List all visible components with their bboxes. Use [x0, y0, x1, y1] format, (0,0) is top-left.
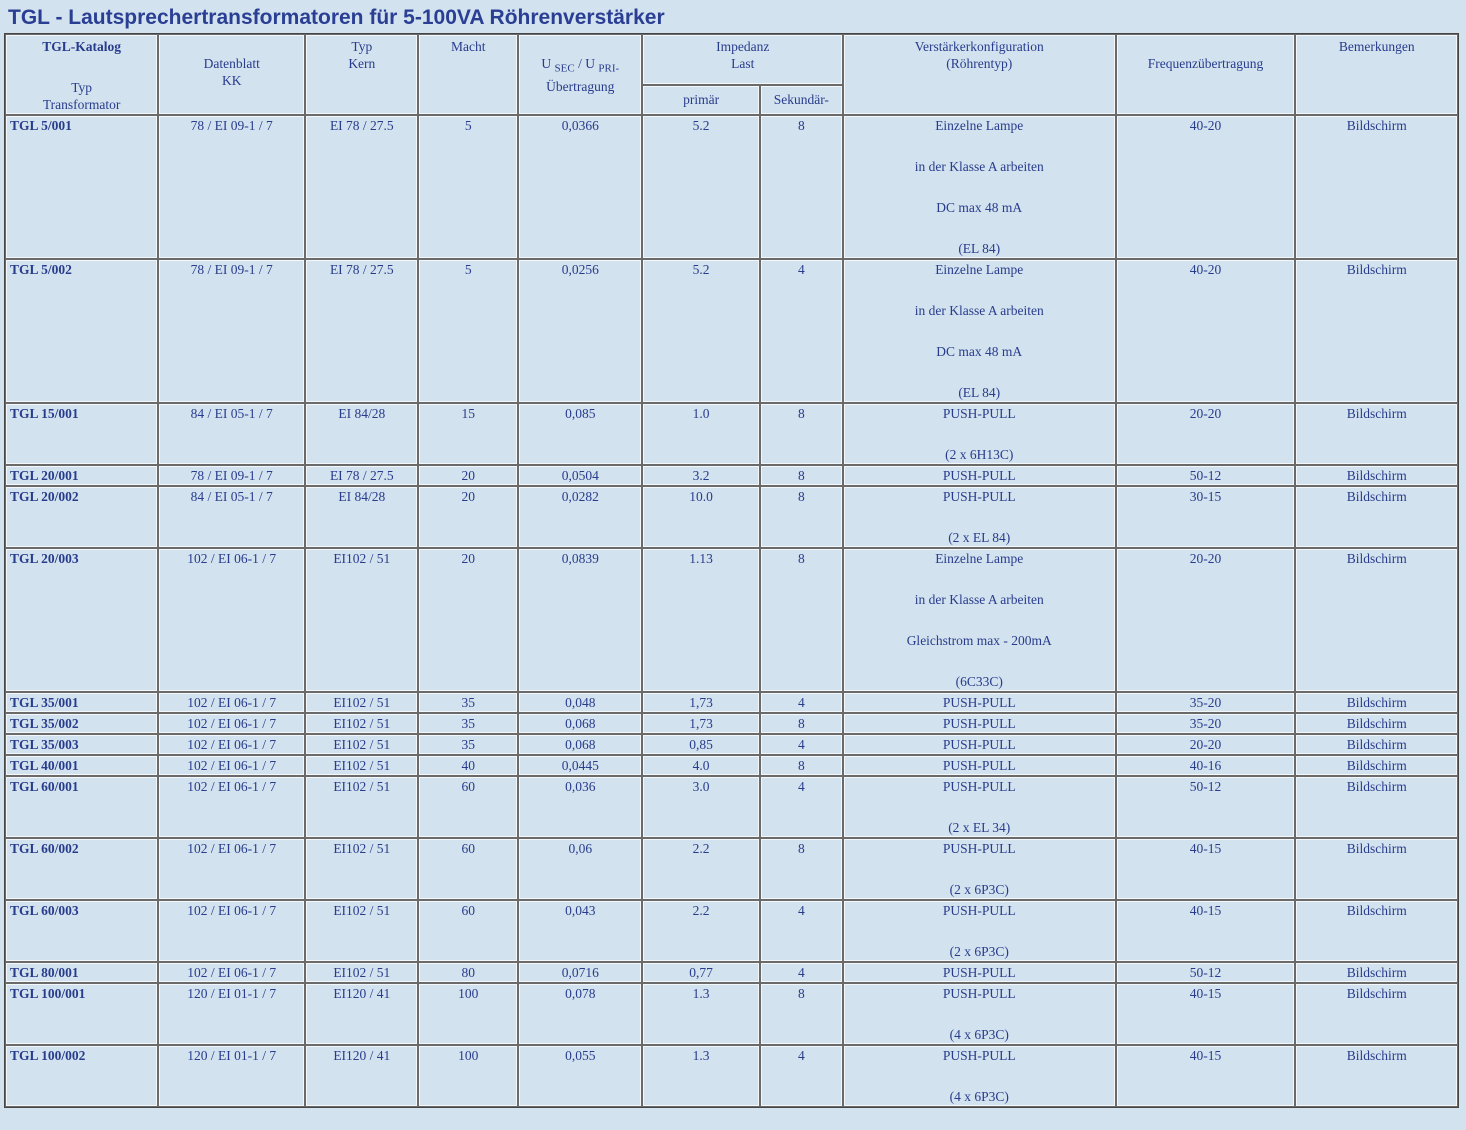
kern-cell: EI 84/28 — [306, 487, 417, 547]
kern-cell: EI120 / 41 — [306, 1046, 417, 1106]
power-cell: 60 — [419, 777, 517, 837]
configuration-cell — [844, 777, 1115, 837]
configuration-line: in der Klasse A arbeiten — [914, 303, 1044, 318]
catalog-cell: TGL 15/001 — [6, 404, 157, 464]
datenblatt-cell: 84 / EI 05-1 / 7 — [159, 404, 304, 464]
ratio-cell: 0,068 — [519, 735, 641, 754]
configuration-line: PUSH-PULL — [942, 758, 1016, 773]
header-konfig-line1: Verstärkerkonfiguration — [914, 39, 1044, 54]
catalog-cell: TGL 35/003 — [6, 735, 157, 754]
configuration-line: PUSH-PULL — [942, 986, 1016, 1001]
remark-cell: Bildschirm — [1296, 487, 1457, 547]
configuration-line: (EL 84) — [958, 385, 1001, 400]
header-ratio-line1: U $_{SEC}$ / U $_{PRI-}$ — [541, 56, 620, 75]
frequency-cell: 35-20 — [1117, 714, 1295, 733]
secondary-impedance-cell: 8 — [761, 756, 842, 775]
primary-impedance-cell: 2.2 — [643, 901, 758, 961]
configuration-line: (4 x 6P3C) — [949, 1027, 1009, 1042]
remark-cell: Bildschirm — [1296, 714, 1457, 733]
power-cell: 5 — [419, 116, 517, 258]
configuration-line: Einzelne Lampe — [935, 118, 1024, 133]
ratio-cell: 0,0716 — [519, 963, 641, 982]
remark-cell: Bildschirm — [1296, 116, 1457, 258]
configuration-line: PUSH-PULL — [942, 779, 1016, 794]
datenblatt-cell: 78 / EI 09-1 / 7 — [159, 466, 304, 485]
primary-impedance-cell: 0,77 — [643, 963, 758, 982]
primary-impedance-cell: 3.0 — [643, 777, 758, 837]
secondary-impedance-cell: 4 — [761, 777, 842, 837]
header-impedanz-line1: Impedanz — [716, 39, 770, 54]
power-cell: 20 — [419, 466, 517, 485]
power-cell: 15 — [419, 404, 517, 464]
configuration-line: (2 x EL 84) — [948, 530, 1011, 545]
header-datenblatt — [159, 35, 304, 114]
datenblatt-cell: 78 / EI 09-1 / 7 — [159, 116, 304, 258]
ratio-cell: 0,0256 — [519, 260, 641, 402]
remark-cell: Bildschirm — [1296, 693, 1457, 712]
page-title: TGL - Lautsprechertransformatoren für 5-100VA Röhrenverstärker — [8, 6, 665, 29]
header-bemerkungen: Bemerkungen — [1296, 35, 1457, 114]
configuration-line: PUSH-PULL — [942, 468, 1016, 483]
table-row — [6, 735, 1457, 754]
secondary-impedance-cell: 8 — [761, 714, 842, 733]
power-cell: 35 — [419, 693, 517, 712]
primary-impedance-cell: 1.0 — [643, 404, 758, 464]
header-impedanz — [643, 35, 841, 84]
kern-cell: EI102 / 51 — [306, 901, 417, 961]
configuration-line: in der Klasse A arbeiten — [914, 592, 1044, 607]
remark-cell: Bildschirm — [1296, 260, 1457, 402]
configuration-cell — [844, 549, 1115, 691]
configuration-line: (4 x 6P3C) — [949, 1089, 1009, 1104]
table-body — [6, 116, 1457, 1106]
datenblatt-cell: 78 / EI 09-1 / 7 — [159, 260, 304, 402]
kern-cell: EI102 / 51 — [306, 693, 417, 712]
datenblatt-cell: 102 / EI 06-1 / 7 — [159, 963, 304, 982]
configuration-line: DC max 48 mA — [936, 200, 1023, 215]
catalog-cell: TGL 5/002 — [6, 260, 157, 402]
secondary-impedance-cell: 8 — [761, 466, 842, 485]
power-cell: 5 — [419, 260, 517, 402]
frequency-cell: 30-15 — [1117, 487, 1295, 547]
ratio-cell: 0,0366 — [519, 116, 641, 258]
datenblatt-cell: 120 / EI 01-1 / 7 — [159, 984, 304, 1044]
primary-impedance-cell: 0,85 — [643, 735, 758, 754]
configuration-line: PUSH-PULL — [942, 489, 1016, 504]
secondary-impedance-cell: 4 — [761, 1046, 842, 1106]
frequency-cell: 35-20 — [1117, 693, 1295, 712]
configuration-cell — [844, 693, 1115, 712]
frequency-cell: 50-12 — [1117, 777, 1295, 837]
ratio-cell: 0,036 — [519, 777, 641, 837]
ratio-cell: 0,078 — [519, 984, 641, 1044]
datenblatt-cell: 102 / EI 06-1 / 7 — [159, 901, 304, 961]
catalog-cell: TGL 5/001 — [6, 116, 157, 258]
kern-cell: EI 78 / 27.5 — [306, 466, 417, 485]
configuration-line: PUSH-PULL — [942, 737, 1016, 752]
power-cell: 60 — [419, 901, 517, 961]
header-katalog-title: TGL-Katalog — [42, 39, 121, 54]
header-ratio-line2: Übertragung — [546, 78, 615, 94]
catalog-cell: TGL 35/001 — [6, 693, 157, 712]
configuration-line: (2 x 6P3C) — [949, 944, 1009, 959]
secondary-impedance-cell: 4 — [761, 735, 842, 754]
datenblatt-cell: 102 / EI 06-1 / 7 — [159, 714, 304, 733]
catalog-cell: TGL 20/003 — [6, 549, 157, 691]
ratio-cell: 0,0504 — [519, 466, 641, 485]
remark-cell: Bildschirm — [1296, 839, 1457, 899]
secondary-impedance-cell: 4 — [761, 260, 842, 402]
configuration-line: (EL 84) — [958, 241, 1001, 256]
configuration-line: Einzelne Lampe — [935, 551, 1024, 566]
configuration-line: (2 x EL 34) — [948, 820, 1011, 835]
primary-impedance-cell: 2.2 — [643, 839, 758, 899]
primary-impedance-cell: 10.0 — [643, 487, 758, 547]
remark-cell: Bildschirm — [1296, 984, 1457, 1044]
frequency-cell: 20-20 — [1117, 735, 1295, 754]
configuration-line: PUSH-PULL — [942, 406, 1016, 421]
ratio-cell: 0,0445 — [519, 756, 641, 775]
configuration-cell — [844, 735, 1115, 754]
kern-cell: EI102 / 51 — [306, 963, 417, 982]
datenblatt-cell: 102 / EI 06-1 / 7 — [159, 735, 304, 754]
catalog-cell: TGL 40/001 — [6, 756, 157, 775]
frequency-cell: 40-15 — [1117, 984, 1295, 1044]
configuration-line: in der Klasse A arbeiten — [914, 159, 1044, 174]
table-row — [6, 984, 1457, 1044]
secondary-impedance-cell: 4 — [761, 693, 842, 712]
remark-cell: Bildschirm — [1296, 756, 1457, 775]
header-impedanz-line2: Last — [731, 56, 755, 71]
frequency-cell: 40-15 — [1117, 1046, 1295, 1106]
power-cell: 100 — [419, 1046, 517, 1106]
kern-cell: EI102 / 51 — [306, 735, 417, 754]
remark-cell: Bildschirm — [1296, 963, 1457, 982]
frequency-cell: 40-15 — [1117, 839, 1295, 899]
header-typ-kern — [306, 35, 417, 114]
catalog-cell: TGL 60/003 — [6, 901, 157, 961]
header-primaer: primär — [643, 86, 758, 114]
table-row — [6, 487, 1457, 547]
ratio-cell: 0,048 — [519, 693, 641, 712]
kern-cell: EI102 / 51 — [306, 756, 417, 775]
table-row — [6, 777, 1457, 837]
header-datenblatt-line1: Datenblatt — [203, 56, 260, 71]
catalog-cell: TGL 35/002 — [6, 714, 157, 733]
configuration-cell — [844, 404, 1115, 464]
table-row — [6, 549, 1457, 691]
table-row — [6, 404, 1457, 464]
power-cell: 35 — [419, 714, 517, 733]
table-row — [6, 693, 1457, 712]
datenblatt-cell: 102 / EI 06-1 / 7 — [159, 777, 304, 837]
table-row — [6, 756, 1457, 775]
power-cell: 40 — [419, 756, 517, 775]
table-row — [6, 901, 1457, 961]
table-row — [6, 116, 1457, 258]
configuration-cell — [844, 984, 1115, 1044]
configuration-line: PUSH-PULL — [942, 841, 1016, 856]
datenblatt-cell: 102 / EI 06-1 / 7 — [159, 693, 304, 712]
kern-cell: EI102 / 51 — [306, 549, 417, 691]
configuration-cell — [844, 839, 1115, 899]
datenblatt-cell: 102 / EI 06-1 / 7 — [159, 549, 304, 691]
ratio-cell: 0,068 — [519, 714, 641, 733]
remark-cell: Bildschirm — [1296, 1046, 1457, 1106]
header-konfig-line2: (Röhrentyp) — [946, 56, 1013, 71]
primary-impedance-cell: 1,73 — [643, 693, 758, 712]
frequency-cell: 20-20 — [1117, 549, 1295, 691]
secondary-impedance-cell: 8 — [761, 116, 842, 258]
table-row — [6, 963, 1457, 982]
header-konfiguration — [844, 35, 1115, 114]
configuration-line: Gleichstrom max - 200mA — [906, 633, 1052, 648]
header-katalog-typ: Typ — [71, 80, 93, 95]
ratio-cell: 0,0282 — [519, 487, 641, 547]
frequency-cell: 40-20 — [1117, 260, 1295, 402]
header-typ-line2: Kern — [348, 56, 376, 71]
datenblatt-cell: 102 / EI 06-1 / 7 — [159, 839, 304, 899]
ratio-cell: 0,0839 — [519, 549, 641, 691]
kern-cell: EI120 / 41 — [306, 984, 417, 1044]
header-sekundaer: Sekundär- — [761, 86, 842, 114]
kern-cell: EI 84/28 — [306, 404, 417, 464]
catalog-cell: TGL 100/002 — [6, 1046, 157, 1106]
catalog-cell: TGL 60/002 — [6, 839, 157, 899]
configuration-line: PUSH-PULL — [942, 1048, 1016, 1063]
frequency-cell: 50-12 — [1117, 963, 1295, 982]
secondary-impedance-cell: 8 — [761, 984, 842, 1044]
table-row — [6, 1046, 1457, 1106]
remark-cell: Bildschirm — [1296, 901, 1457, 961]
configuration-cell — [844, 260, 1115, 402]
remark-cell: Bildschirm — [1296, 549, 1457, 691]
configuration-line: DC max 48 mA — [936, 344, 1023, 359]
frequency-cell: 20-20 — [1117, 404, 1295, 464]
catalog-cell: TGL 80/001 — [6, 963, 157, 982]
remark-cell: Bildschirm — [1296, 466, 1457, 485]
configuration-line: PUSH-PULL — [942, 903, 1016, 918]
configuration-line: PUSH-PULL — [942, 695, 1016, 710]
secondary-impedance-cell: 8 — [761, 404, 842, 464]
primary-impedance-cell: 1.3 — [643, 984, 758, 1044]
transformer-table — [4, 33, 1459, 1108]
remark-cell: Bildschirm — [1296, 777, 1457, 837]
ratio-cell: 0,085 — [519, 404, 641, 464]
primary-impedance-cell: 1,73 — [643, 714, 758, 733]
catalog-cell: TGL 60/001 — [6, 777, 157, 837]
configuration-line: PUSH-PULL — [942, 965, 1016, 980]
secondary-impedance-cell: 8 — [761, 487, 842, 547]
configuration-cell — [844, 756, 1115, 775]
configuration-cell — [844, 714, 1115, 733]
ratio-cell: 0,06 — [519, 839, 641, 899]
power-cell: 80 — [419, 963, 517, 982]
configuration-line: (2 x 6P3C) — [949, 882, 1009, 897]
primary-impedance-cell: 4.0 — [643, 756, 758, 775]
header-katalog-transformator: Transformator — [42, 97, 121, 112]
power-cell: 100 — [419, 984, 517, 1044]
catalog-cell: TGL 100/001 — [6, 984, 157, 1044]
remark-cell: Bildschirm — [1296, 404, 1457, 464]
configuration-line: (2 x 6H13C) — [945, 447, 1014, 462]
remark-cell: Bildschirm — [1296, 735, 1457, 754]
ratio-cell: 0,043 — [519, 901, 641, 961]
header-datenblatt-line2: KK — [221, 73, 242, 88]
configuration-cell — [844, 1046, 1115, 1106]
primary-impedance-cell: 3.2 — [643, 466, 758, 485]
frequency-cell: 40-16 — [1117, 756, 1295, 775]
datenblatt-cell: 84 / EI 05-1 / 7 — [159, 487, 304, 547]
header-ratio — [519, 35, 641, 114]
frequency-cell: 40-15 — [1117, 901, 1295, 961]
header-macht: Macht — [419, 35, 517, 114]
header-typ-line1: Typ — [351, 39, 373, 54]
configuration-cell — [844, 963, 1115, 982]
configuration-cell — [844, 901, 1115, 961]
table-row — [6, 466, 1457, 485]
secondary-impedance-cell: 4 — [761, 963, 842, 982]
header-katalog — [6, 35, 157, 114]
frequency-cell: 50-12 — [1117, 466, 1295, 485]
datenblatt-cell: 102 / EI 06-1 / 7 — [159, 756, 304, 775]
configuration-cell — [844, 487, 1115, 547]
primary-impedance-cell: 5.2 — [643, 260, 758, 402]
catalog-cell: TGL 20/002 — [6, 487, 157, 547]
frequency-cell: 40-20 — [1117, 116, 1295, 258]
kern-cell: EI 78 / 27.5 — [306, 116, 417, 258]
table-row — [6, 260, 1457, 402]
power-cell: 35 — [419, 735, 517, 754]
configuration-line: Einzelne Lampe — [935, 262, 1024, 277]
catalog-cell: TGL 20/001 — [6, 466, 157, 485]
table-row — [6, 714, 1457, 733]
configuration-cell — [844, 466, 1115, 485]
kern-cell: EI102 / 51 — [306, 839, 417, 899]
secondary-impedance-cell: 4 — [761, 901, 842, 961]
configuration-cell — [844, 116, 1115, 258]
configuration-line: PUSH-PULL — [942, 716, 1016, 731]
header-frequenz: Frequenzübertragung — [1117, 35, 1295, 114]
primary-impedance-cell: 1.13 — [643, 549, 758, 691]
kern-cell: EI102 / 51 — [306, 714, 417, 733]
configuration-line: (6C33C) — [955, 674, 1003, 689]
secondary-impedance-cell: 8 — [761, 839, 842, 899]
power-cell: 60 — [419, 839, 517, 899]
ratio-cell: 0,055 — [519, 1046, 641, 1106]
power-cell: 20 — [419, 487, 517, 547]
power-cell: 20 — [419, 549, 517, 691]
primary-impedance-cell: 5.2 — [643, 116, 758, 258]
kern-cell: EI102 / 51 — [306, 777, 417, 837]
datenblatt-cell: 120 / EI 01-1 / 7 — [159, 1046, 304, 1106]
primary-impedance-cell: 1.3 — [643, 1046, 758, 1106]
table-row — [6, 839, 1457, 899]
secondary-impedance-cell: 8 — [761, 549, 842, 691]
kern-cell: EI 78 / 27.5 — [306, 260, 417, 402]
